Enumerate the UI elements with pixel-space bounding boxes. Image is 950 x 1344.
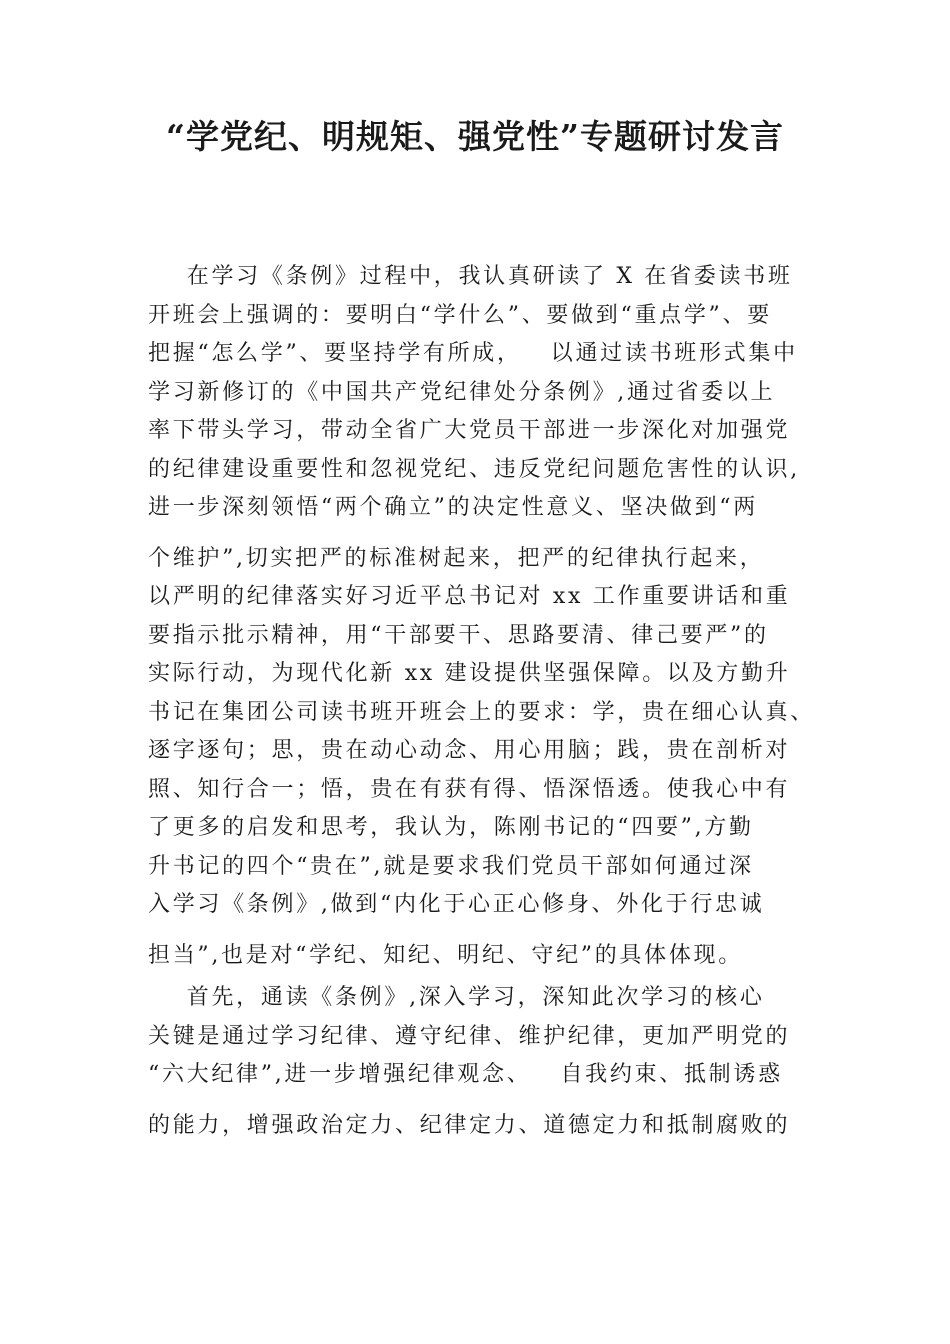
text-line: 把握“怎么学”、要坚持学有所成， 以通过读书班形式集中 bbox=[148, 341, 798, 366]
text-line: 个维护”,切实把严的标准树起来，把严的纪律执行起来， bbox=[148, 545, 765, 571]
document-title: “学党纪、明规矩、强党性”专题研讨发言 bbox=[166, 117, 784, 156]
text-line: 担当”,也是对“学纪、知纪、明纪、守纪”的具体体现。 bbox=[148, 942, 743, 968]
text-line: “六大纪律”,进一步增强纪律观念、 自我约束、抵制诱惑 bbox=[148, 1062, 783, 1087]
text-line: 逐字逐句；思，贵在动心动念、用心用脑；践，贵在剖析对 bbox=[148, 738, 791, 763]
text-line: 的纪律建设重要性和忽视党纪、违反党纪问题危害性的认识, bbox=[148, 456, 800, 482]
text-line: 率下带头学习，带动全省广大党员干部进一步深化对加强党 bbox=[148, 418, 791, 443]
text-line: 照、知行合一；悟，贵在有获有得、悟深悟透。使我心中有 bbox=[148, 776, 791, 802]
text-line: 入学习《条例》,做到“内化于心正心修身、外化于行忠诚 bbox=[148, 892, 765, 917]
text-line: 的能力，增强政治定力、纪律定力、道德定力和抵制腐败的 bbox=[148, 1112, 791, 1138]
text-line: 了更多的启发和思考，我认为，陈刚书记的“四要”,方勤 bbox=[148, 815, 754, 840]
text-line: 首先，通读《条例》,深入学习，深知此次学习的核心 bbox=[148, 985, 765, 1010]
text-line: 关键是通过学习纪律、遵守纪律、维护纪律，更加严明党的 bbox=[148, 1023, 791, 1049]
text-line: 要指示批示精神，用“干部要干、思路要清、律己要严”的 bbox=[148, 622, 769, 648]
text-line: 学习新修订的《中国共产党纪律处分条例》,通过省委以上 bbox=[148, 379, 776, 405]
text-line: 以严明的纪律落实好习近平总书记对 xx 工作重要讲话和重 bbox=[148, 584, 791, 609]
text-line: 书记在集团公司读书班开班会上的要求：学，贵在细心认真、 bbox=[148, 699, 815, 725]
text-line: 进一步深刻领悟“两个确立”的决定性意义、坚决做到“两 bbox=[148, 495, 758, 520]
text-line: 开班会上强调的：要明白“学什么”、要做到“重点学”、要 bbox=[148, 302, 772, 328]
text-line: 实际行动，为现代化新 xx 建设提供坚强保障。以及方勤升 bbox=[148, 661, 791, 686]
text-line: 在学习《条例》过程中，我认真研读了 X 在省委读书班 bbox=[148, 264, 793, 289]
text-line: 升书记的四个“贵在”,就是要求我们党员干部如何通过深 bbox=[148, 853, 754, 879]
document-body bbox=[148, 258, 813, 1145]
